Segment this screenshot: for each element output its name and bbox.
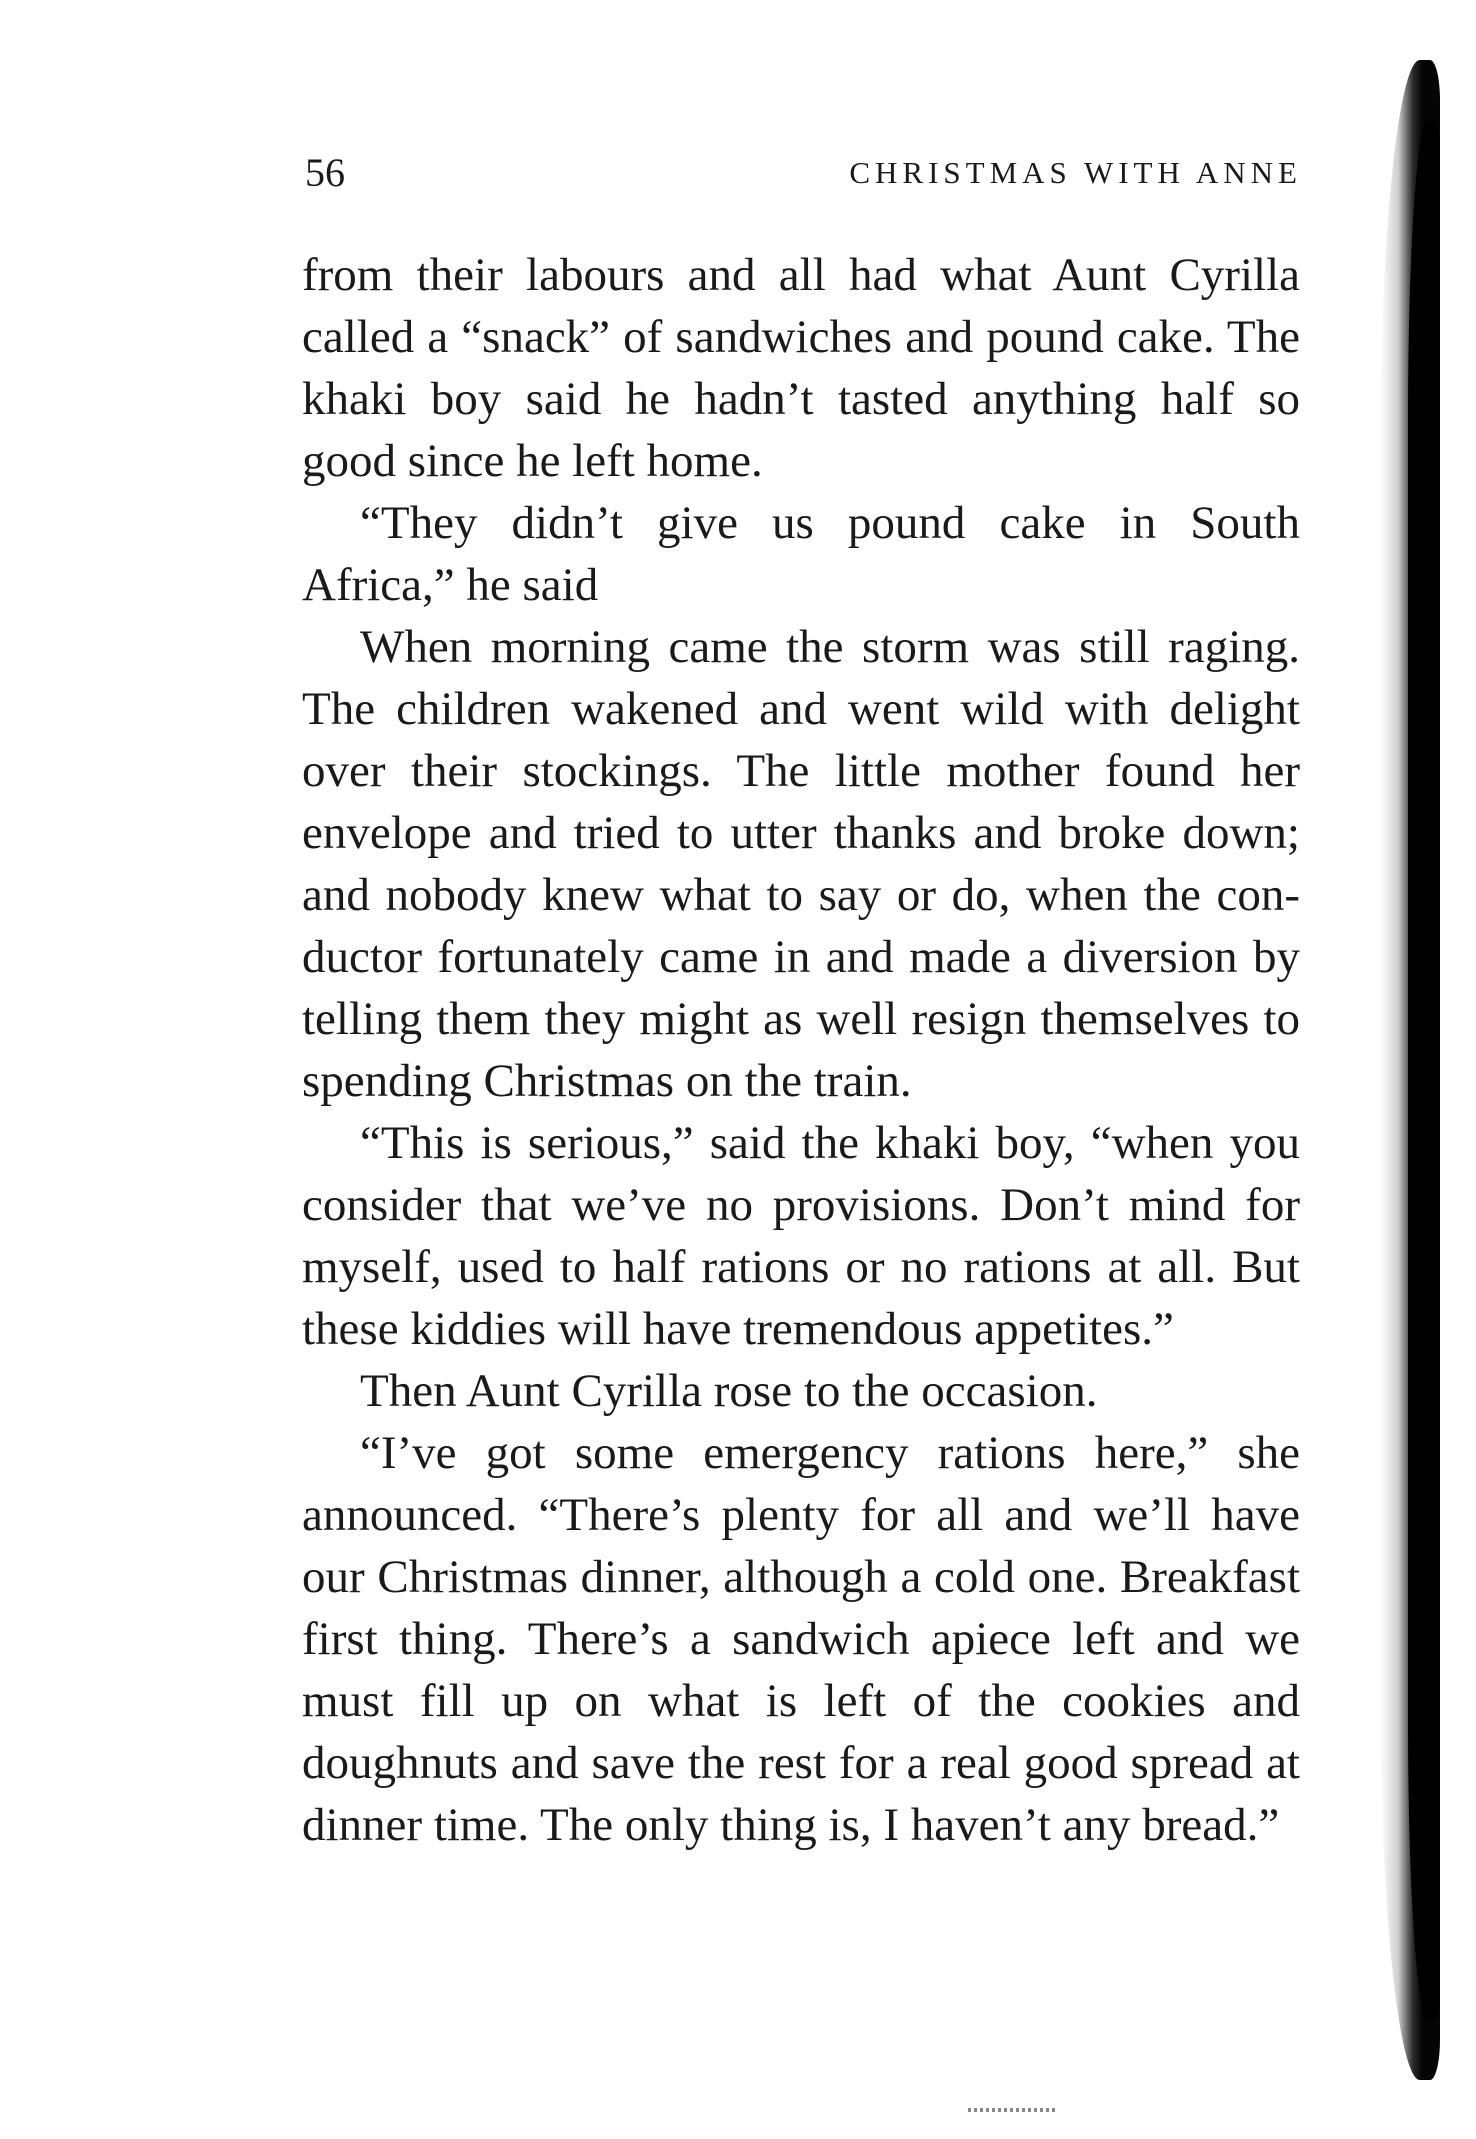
paragraph-aunt-cyrilla-rose: Then Aunt Cyrilla rose to the occasion. [360, 1365, 1098, 1417]
book-title: CHRISTMAS WITH ANNE [849, 155, 1302, 190]
body-text [302, 244, 1300, 1856]
paragraph-khaki-boy-serious: “This is serious,” said the khaki boy, “when you consider that we’ve no provisions. Don’t mind for myself, used to half rations or no rations at all. But these kiddies will have tremendous appetites.” [302, 1117, 1300, 1355]
scan-artifact [968, 2108, 1058, 2112]
paragraph-dialogue-south-africa: “They didn’t give us pound cake in South Africa,” he said [302, 497, 1300, 611]
binding-shadow-core [1408, 120, 1440, 2020]
paragraph-morning-storm: When morning came the storm was still raging. The children wakened and went wild with delight over their stockings. The little mother found her envelope and tried to utter thanks and broke down; and nobody knew what to say or do, when the conductor fortunately came in and made a diversion by telling them they might as well resign themselves to spending Christmas on the train. [302, 621, 1300, 1107]
running-head [305, 148, 1302, 198]
paragraph-continuation: from their labours and all had what Aunt Cyrilla called a “snack” of sandwiches and pound cake. The khaki boy said he hadn’t tasted anything half so good since he left home. [302, 249, 1300, 487]
paragraph-emergency-rations: “I’ve got some emergency rations here,” she announced. “There’s plenty for all and we’ll have our Christmas dinner, although a cold one. Breakfast first thing. There’s a sandwich apiece left and we must fill up on what is left of the cookies and doughnuts and save the rest for a real good spread at dinner time. The only thing is, I haven’t any bread.” [302, 1427, 1300, 1851]
page-number: 56 [305, 150, 345, 195]
